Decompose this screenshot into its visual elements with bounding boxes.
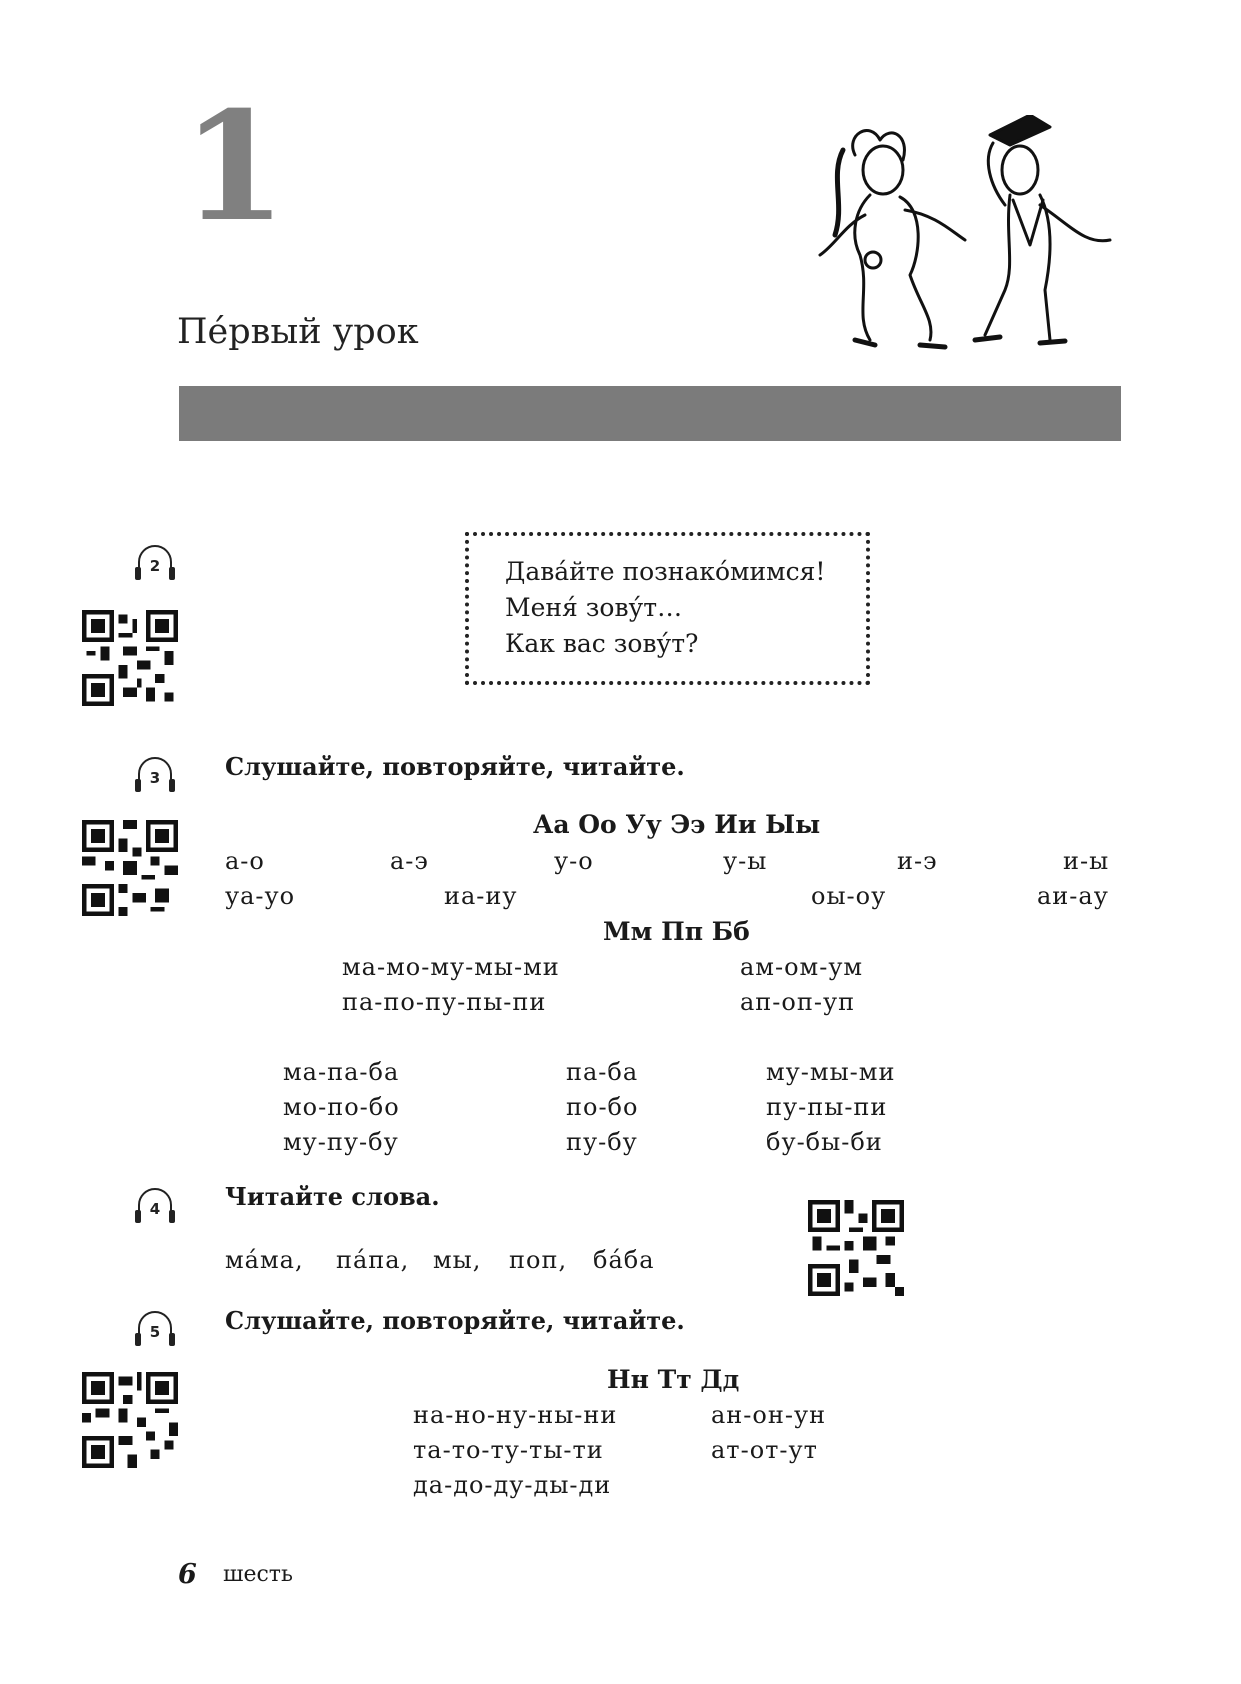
- syllable-chain: на-но-ну-ны-ни: [413, 1401, 618, 1429]
- syllable-chain: мо-по-бо: [283, 1093, 400, 1121]
- intro-line: Меня́ зову́т…: [505, 593, 683, 622]
- syllable-chain: ат-от-ут: [711, 1436, 818, 1464]
- syllable-chain: пу-бу: [566, 1128, 638, 1156]
- audio-headphones-icon[interactable]: [132, 752, 178, 798]
- header-band: [179, 386, 1121, 441]
- syllable: аи-ау: [1037, 882, 1109, 910]
- syllable: уа-уо: [225, 882, 296, 910]
- exercise-heading: Слушайте, повторяйте, читайте.: [225, 1306, 685, 1335]
- word: мы,: [433, 1246, 482, 1274]
- qr-code-icon[interactable]: [82, 610, 178, 706]
- syllable: оы-оу: [811, 882, 887, 910]
- qr-code-icon[interactable]: [82, 1372, 178, 1468]
- exercise-heading: Читайте слова.: [225, 1182, 440, 1211]
- syllable-chain: та-то-ту-ты-ти: [413, 1436, 604, 1464]
- word: па́па,: [336, 1246, 410, 1274]
- syllable-chain: па-по-пу-пы-пи: [342, 988, 547, 1016]
- vowel-letters-title: Аа Оо Уу Ээ Ии Ыы: [533, 810, 821, 839]
- intro-line: Дава́йте познако́мимся!: [505, 557, 826, 586]
- syllable-chain: му-пу-бу: [283, 1128, 399, 1156]
- exercise-number: 5: [149, 1323, 161, 1341]
- syllable-chain: ан-он-ун: [711, 1401, 827, 1429]
- word: ма́ма,: [225, 1246, 304, 1274]
- syllable: а-э: [390, 847, 429, 875]
- dancing-couple-illustration: [815, 115, 1125, 360]
- word: ба́ба: [593, 1246, 655, 1274]
- intro-line: Как вас зову́т?: [505, 629, 699, 658]
- page-number-word: шесть: [223, 1562, 293, 1587]
- audio-headphones-icon[interactable]: [132, 1306, 178, 1352]
- syllable-chain: пу-пы-пи: [766, 1093, 888, 1121]
- syllable-chain: бу-бы-би: [766, 1128, 883, 1156]
- syllable: иа-иу: [444, 882, 518, 910]
- syllable-chain: ап-оп-уп: [740, 988, 856, 1016]
- syllable: у-о: [554, 847, 594, 875]
- page-number: 6: [178, 1559, 197, 1590]
- consonant-letters-title: Нн Тт Дд: [607, 1365, 740, 1394]
- exercise-number: 4: [149, 1200, 161, 1218]
- lesson-number: 1: [182, 79, 287, 255]
- lesson-title: Пе́рвый урок: [177, 312, 419, 352]
- exercise-number: 2: [149, 557, 161, 575]
- syllable-chain: ма-мо-му-мы-ми: [342, 953, 560, 981]
- syllable: у-ы: [723, 847, 768, 875]
- audio-headphones-icon[interactable]: [132, 540, 178, 586]
- syllable: и-э: [897, 847, 938, 875]
- intro-phrases-box: [465, 532, 870, 685]
- syllable-chain: ам-ом-ум: [740, 953, 864, 981]
- syllable-chain: по-бо: [566, 1093, 639, 1121]
- audio-headphones-icon[interactable]: [132, 1183, 178, 1229]
- consonant-letters-title: Мм Пп Бб: [603, 917, 750, 946]
- exercise-number: 3: [149, 769, 161, 787]
- syllable-chain: му-мы-ми: [766, 1058, 896, 1086]
- syllable-chain: да-до-ду-ды-ди: [413, 1471, 612, 1499]
- qr-code-icon[interactable]: [808, 1200, 904, 1296]
- exercise-heading: Слушайте, повторяйте, читайте.: [225, 752, 685, 781]
- word: поп,: [509, 1246, 568, 1274]
- syllable-chain: ма-па-ба: [283, 1058, 400, 1086]
- syllable: а-о: [225, 847, 265, 875]
- syllable-chain: па-ба: [566, 1058, 639, 1086]
- syllable: и-ы: [1063, 847, 1110, 875]
- qr-code-icon[interactable]: [82, 820, 178, 916]
